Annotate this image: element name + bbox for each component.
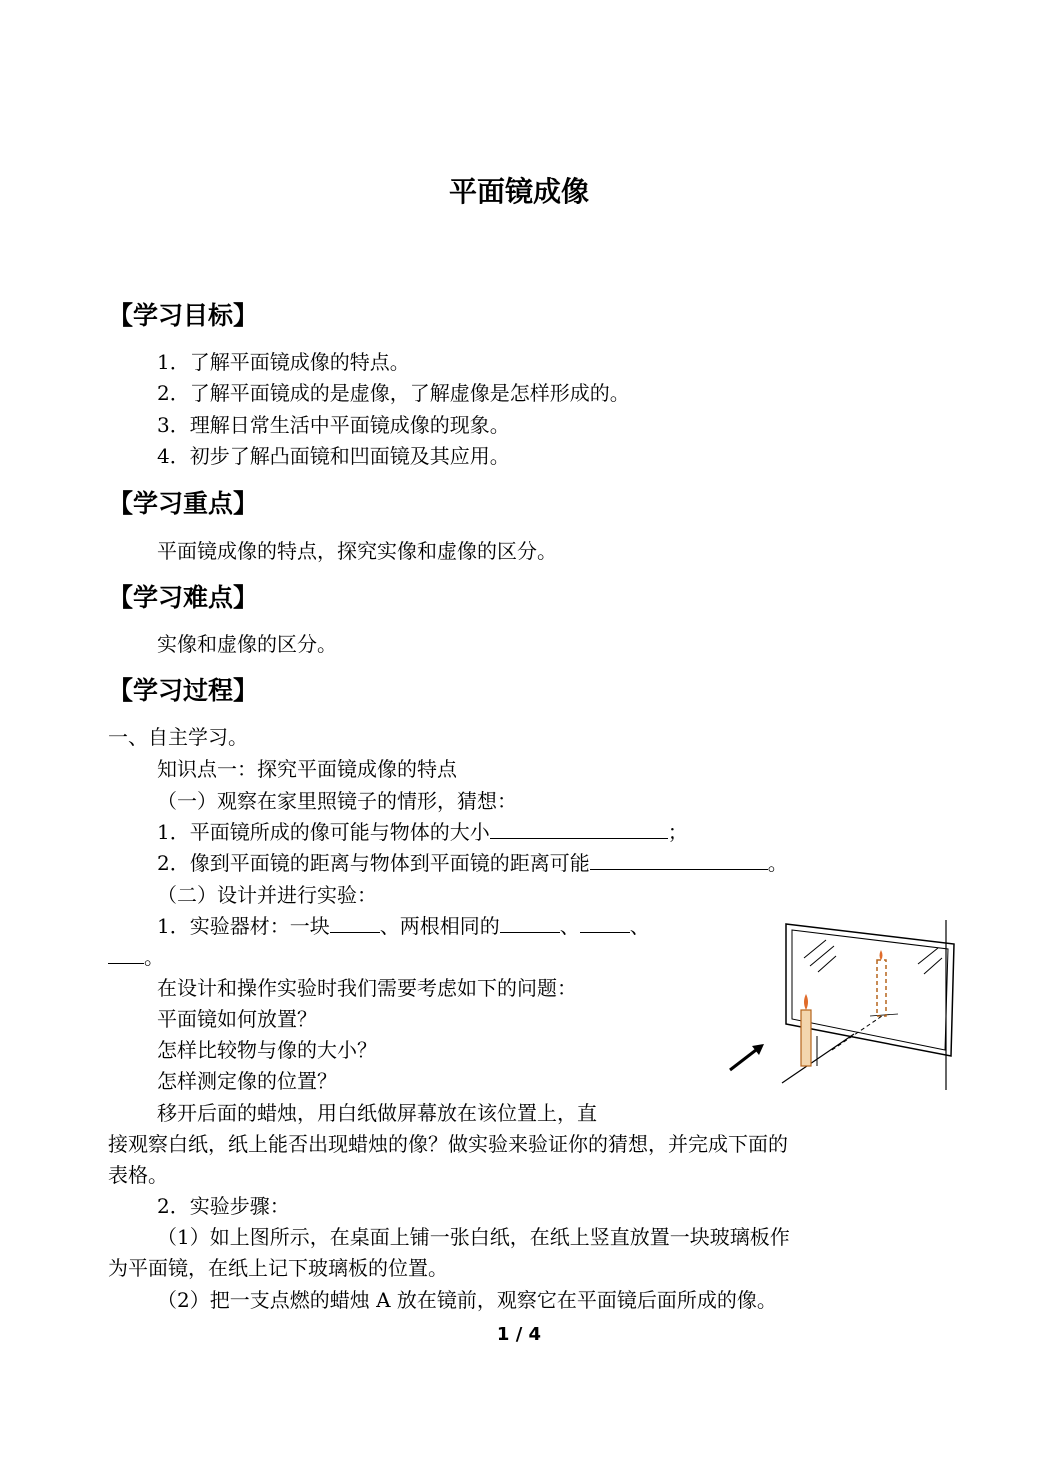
guess2-text: 2．像到平面镜的距离与物体到平面镜的距离可能 [157,851,590,875]
step1-line-2: 为平面镜，在纸上记下玻璃板的位置。 [108,1256,448,1280]
materials-line [157,910,650,939]
materials-a: 1．实验器材：一块 [157,914,330,938]
move-text-1: 移开后面的蜡烛，用白纸做屏幕放在该位置上，直 [157,1101,597,1125]
answer-blank[interactable] [590,849,768,870]
goal-item: 1．了解平面镜成像的特点。 [157,350,410,374]
consider-text: 在设计和操作实验时我们需要考虑如下的问题： [157,976,577,1000]
move-text-2: 接观察白纸，纸上能否出现蜡烛的像？做实验来验证你的猜想，并完成下面的 [108,1132,788,1156]
heading-process: 【学习过程】 [108,676,259,705]
move-text-3: 表格。 [108,1163,168,1187]
materials-line-2 [108,941,164,970]
part1-title: 一、自主学习。 [108,725,248,749]
materials-c: 、 [559,914,580,938]
difficult-text: 实像和虚像的区分。 [157,632,337,656]
goal-item: 2．了解平面镜成的是虚像，了解虚像是怎样形成的。 [157,381,630,405]
guess2-end: 。 [767,851,788,875]
goal-item: 3．理解日常生活中平面镜成像的现象。 [157,413,510,437]
design-text: （二）设计并进行实验： [157,883,377,907]
answer-blank[interactable] [108,943,144,964]
guess1-end: ； [667,820,688,844]
question-item: 怎样比较物与像的大小？ [157,1038,377,1062]
question-item: 平面镜如何放置？ [157,1007,317,1031]
goal-item: 4．初步了解凸面镜和凹面镜及其应用。 [157,444,510,468]
answer-blank[interactable] [580,912,630,933]
guess1-text: 1．平面镜所成的像可能与物体的大小 [157,820,490,844]
answer-blank[interactable] [490,818,668,839]
materials-d: 、 [629,914,650,938]
mirror-candle-experiment-icon [722,918,962,1097]
step1-line-1: （1）如上图所示，在桌面上铺一张白纸，在纸上竖直放置一块玻璃板作 [157,1225,790,1249]
answer-blank[interactable] [330,912,380,933]
steps-title: 2．实验步骤： [157,1194,290,1218]
step2-line: （2）把一支点燃的蜡烛 A 放在镜前，观察它在平面镜后面所成的像。 [157,1288,777,1312]
guess-line-1 [157,816,688,845]
guess-line-2 [157,847,788,876]
observe-text: （一）观察在家里照镜子的情形，猜想： [157,789,517,813]
knowledge-point: 知识点一：探究平面镜成像的特点 [157,757,457,781]
materials-b: 、两根相同的 [379,914,500,938]
key-text: 平面镜成像的特点，探究实像和虚像的区分。 [157,539,557,563]
answer-blank[interactable] [500,912,560,933]
heading-goals: 【学习目标】 [108,301,259,330]
heading-key: 【学习重点】 [108,489,259,518]
page-title: 平面镜成像 [448,175,589,208]
question-item: 怎样测定像的位置？ [157,1069,337,1093]
page-number: 1 / 4 [496,1324,542,1345]
heading-difficult: 【学习难点】 [108,583,259,612]
materials-end: 。 [144,945,164,969]
